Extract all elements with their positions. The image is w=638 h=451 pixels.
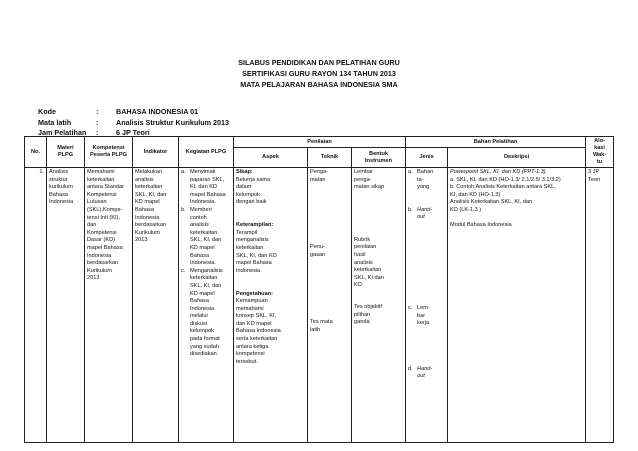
aspek-heading-sikap: Sikap: bbox=[236, 169, 253, 175]
list-marker: c. bbox=[181, 267, 186, 274]
header-row-1 bbox=[25, 137, 614, 148]
meta-value: BAHASA INDONESIA 01 bbox=[116, 107, 199, 116]
list-marker: b. bbox=[408, 206, 413, 213]
header-indikator: Indikator bbox=[133, 137, 179, 168]
title-line-2: SERTIFIKASI GURU RAYON 134 TAHUN 2013 bbox=[242, 69, 396, 78]
list-text: Hand- out bbox=[417, 365, 433, 380]
aspek-text: Bekerja sama dalam kelompok dengan baik bbox=[236, 176, 271, 206]
meta-key: Kode bbox=[38, 107, 56, 116]
table-row bbox=[25, 168, 614, 443]
cell-kegiatan bbox=[179, 168, 234, 443]
syllabus-table bbox=[24, 136, 614, 443]
meta-row-mata-latih bbox=[38, 118, 229, 129]
list-marker: c. bbox=[408, 304, 413, 311]
header-teknik: Teknik bbox=[308, 148, 352, 168]
list-item bbox=[408, 169, 445, 192]
aspek-text: Kemampuan memahami konsep SKL, KI, dan KD mapel Bahasa Indonesia serta keterkaitan antara ketiga kompetensi tersebut. bbox=[236, 298, 281, 365]
header-no: No. bbox=[25, 137, 47, 168]
cell-indikator: Melakukan analisis keterkaitan SKL, KI, dan KD mapel Bahasa Indonesia berdasarkan Kurikulum 2013 bbox=[133, 168, 179, 443]
list-item bbox=[181, 169, 231, 207]
aspek-heading-keterampilan: Keterampilan: bbox=[236, 222, 274, 229]
teknik-item: Tes mata latih bbox=[310, 319, 333, 333]
meta-block bbox=[38, 107, 229, 139]
list-text: Lem- bar kerja bbox=[417, 304, 430, 327]
list-marker: d. bbox=[408, 365, 413, 372]
list-text: Menganalisis keterkaitan SKL, KI, dan KD mapel Bahasa Indonesia melalui diskusi kelompok pada format yang sudah disediakan bbox=[190, 267, 223, 358]
meta-colon: : bbox=[96, 128, 99, 137]
cell-alokasi: 3 JP Teori bbox=[586, 168, 614, 443]
deskripsi-item: Modul Bahasa Indonesia bbox=[450, 222, 512, 229]
list-text: Hand- out bbox=[417, 206, 433, 221]
aspek-text: Terampil menganalisis keterkaitan SKL, KI, dan KD mapel Bahasa Indonesia bbox=[236, 229, 277, 274]
deskripsi-item: a. SKL, KI, dan KD (HO-1.3/ 2.1/2.5/ 3.1/3.2) bbox=[450, 176, 561, 183]
header-penilaian: Penilaian bbox=[234, 137, 406, 148]
meta-value: 6 JP Teori bbox=[116, 128, 150, 137]
header-alokasi: Alo- kasi Wak- tu bbox=[586, 137, 614, 168]
list-item bbox=[408, 305, 445, 328]
header-deskripsi: Deskripsi bbox=[448, 148, 586, 168]
list-item bbox=[408, 207, 445, 222]
header-kompetensi: Kompetensi Peserta PLPG bbox=[85, 137, 133, 168]
list-item bbox=[181, 268, 231, 359]
list-text: Menyimak paparan SKL, KI, dan KD mapel Bahasa Indonesia. bbox=[190, 169, 226, 206]
deskripsi-item: b. Contoh Analisis Keterkaitan antara SKL, KI, dan KD (HO-1.3) bbox=[450, 184, 556, 198]
cell-bentuk bbox=[352, 168, 406, 443]
list-marker: a. bbox=[181, 169, 186, 175]
deskripsi-item: Powerpoint SKL, KI, dan KD (PPT-1.3) bbox=[450, 169, 546, 175]
meta-value: Analisis Struktur Kurikulum 2013 bbox=[116, 117, 230, 127]
bentuk-item: Lembar penga- matan sikap bbox=[354, 169, 385, 191]
cell-materi: Analisis struktur kurikulum Bahasa Indonesia bbox=[47, 168, 85, 443]
meta-key: Jam Pelatihan bbox=[38, 128, 87, 137]
list-text: Bahan ta- yang bbox=[417, 169, 434, 191]
cell-no: 1. bbox=[25, 168, 47, 443]
header-bahan: Bahan Pelatihan bbox=[406, 137, 586, 148]
title-line-3: MATA PELAJARAN BAHASA INDONESIA SMA bbox=[240, 80, 398, 89]
deskripsi-item: Analisis Keterkaitan SKL, KI, dan KD (LK-1.3 ) bbox=[450, 199, 533, 213]
cell-deskripsi bbox=[448, 168, 586, 443]
cell-teknik bbox=[308, 168, 352, 443]
document-title bbox=[0, 57, 638, 90]
title-line-1: SILABUS PENDIDIKAN DAN PELATIHAN GURU bbox=[238, 58, 400, 67]
meta-colon: : bbox=[96, 117, 99, 127]
meta-colon: : bbox=[96, 107, 99, 116]
list-item bbox=[408, 366, 445, 381]
header-jenis: Jenis bbox=[406, 148, 448, 168]
list-text: Memberi contoh analisis keterkaitan SKL, KI, dan KD mapel Bahasa Indonesia. bbox=[190, 206, 222, 267]
header-bentuk: Bentuk Instrumen bbox=[352, 148, 406, 168]
teknik-item: Penu- gasan bbox=[310, 244, 326, 258]
aspek-heading-pengetahuan: Pengetahuan: bbox=[236, 290, 273, 297]
cell-kompetensi: Memahami keterkaitan antara Standar Kompetensi Lulusan (SKL),Kompe- tensi Inti (KI), dan Kompetensi Dasar (KD) mapel Bahasa Indonesia berdasarkan Kurikulum 2013 bbox=[85, 168, 133, 443]
bentuk-item: Rubrik penilaian hasil analisis keterkaitan SKL, KI dan KD bbox=[354, 236, 384, 289]
header-materi: Materi PLPG bbox=[47, 137, 85, 168]
header-kegiatan: Kegiatan PLPG bbox=[179, 137, 234, 168]
meta-row-kode bbox=[38, 107, 229, 118]
list-marker: b. bbox=[181, 206, 186, 213]
list-marker: a. bbox=[408, 169, 413, 175]
bentuk-item: Tes objektif pilihan ganda bbox=[354, 303, 382, 326]
cell-aspek bbox=[234, 168, 308, 443]
header-aspek: Aspek bbox=[234, 148, 308, 168]
list-item bbox=[181, 207, 231, 268]
teknik-item: Penga- matan bbox=[310, 169, 329, 183]
cell-jenis bbox=[406, 168, 448, 443]
meta-key: Mata latih bbox=[38, 117, 72, 127]
